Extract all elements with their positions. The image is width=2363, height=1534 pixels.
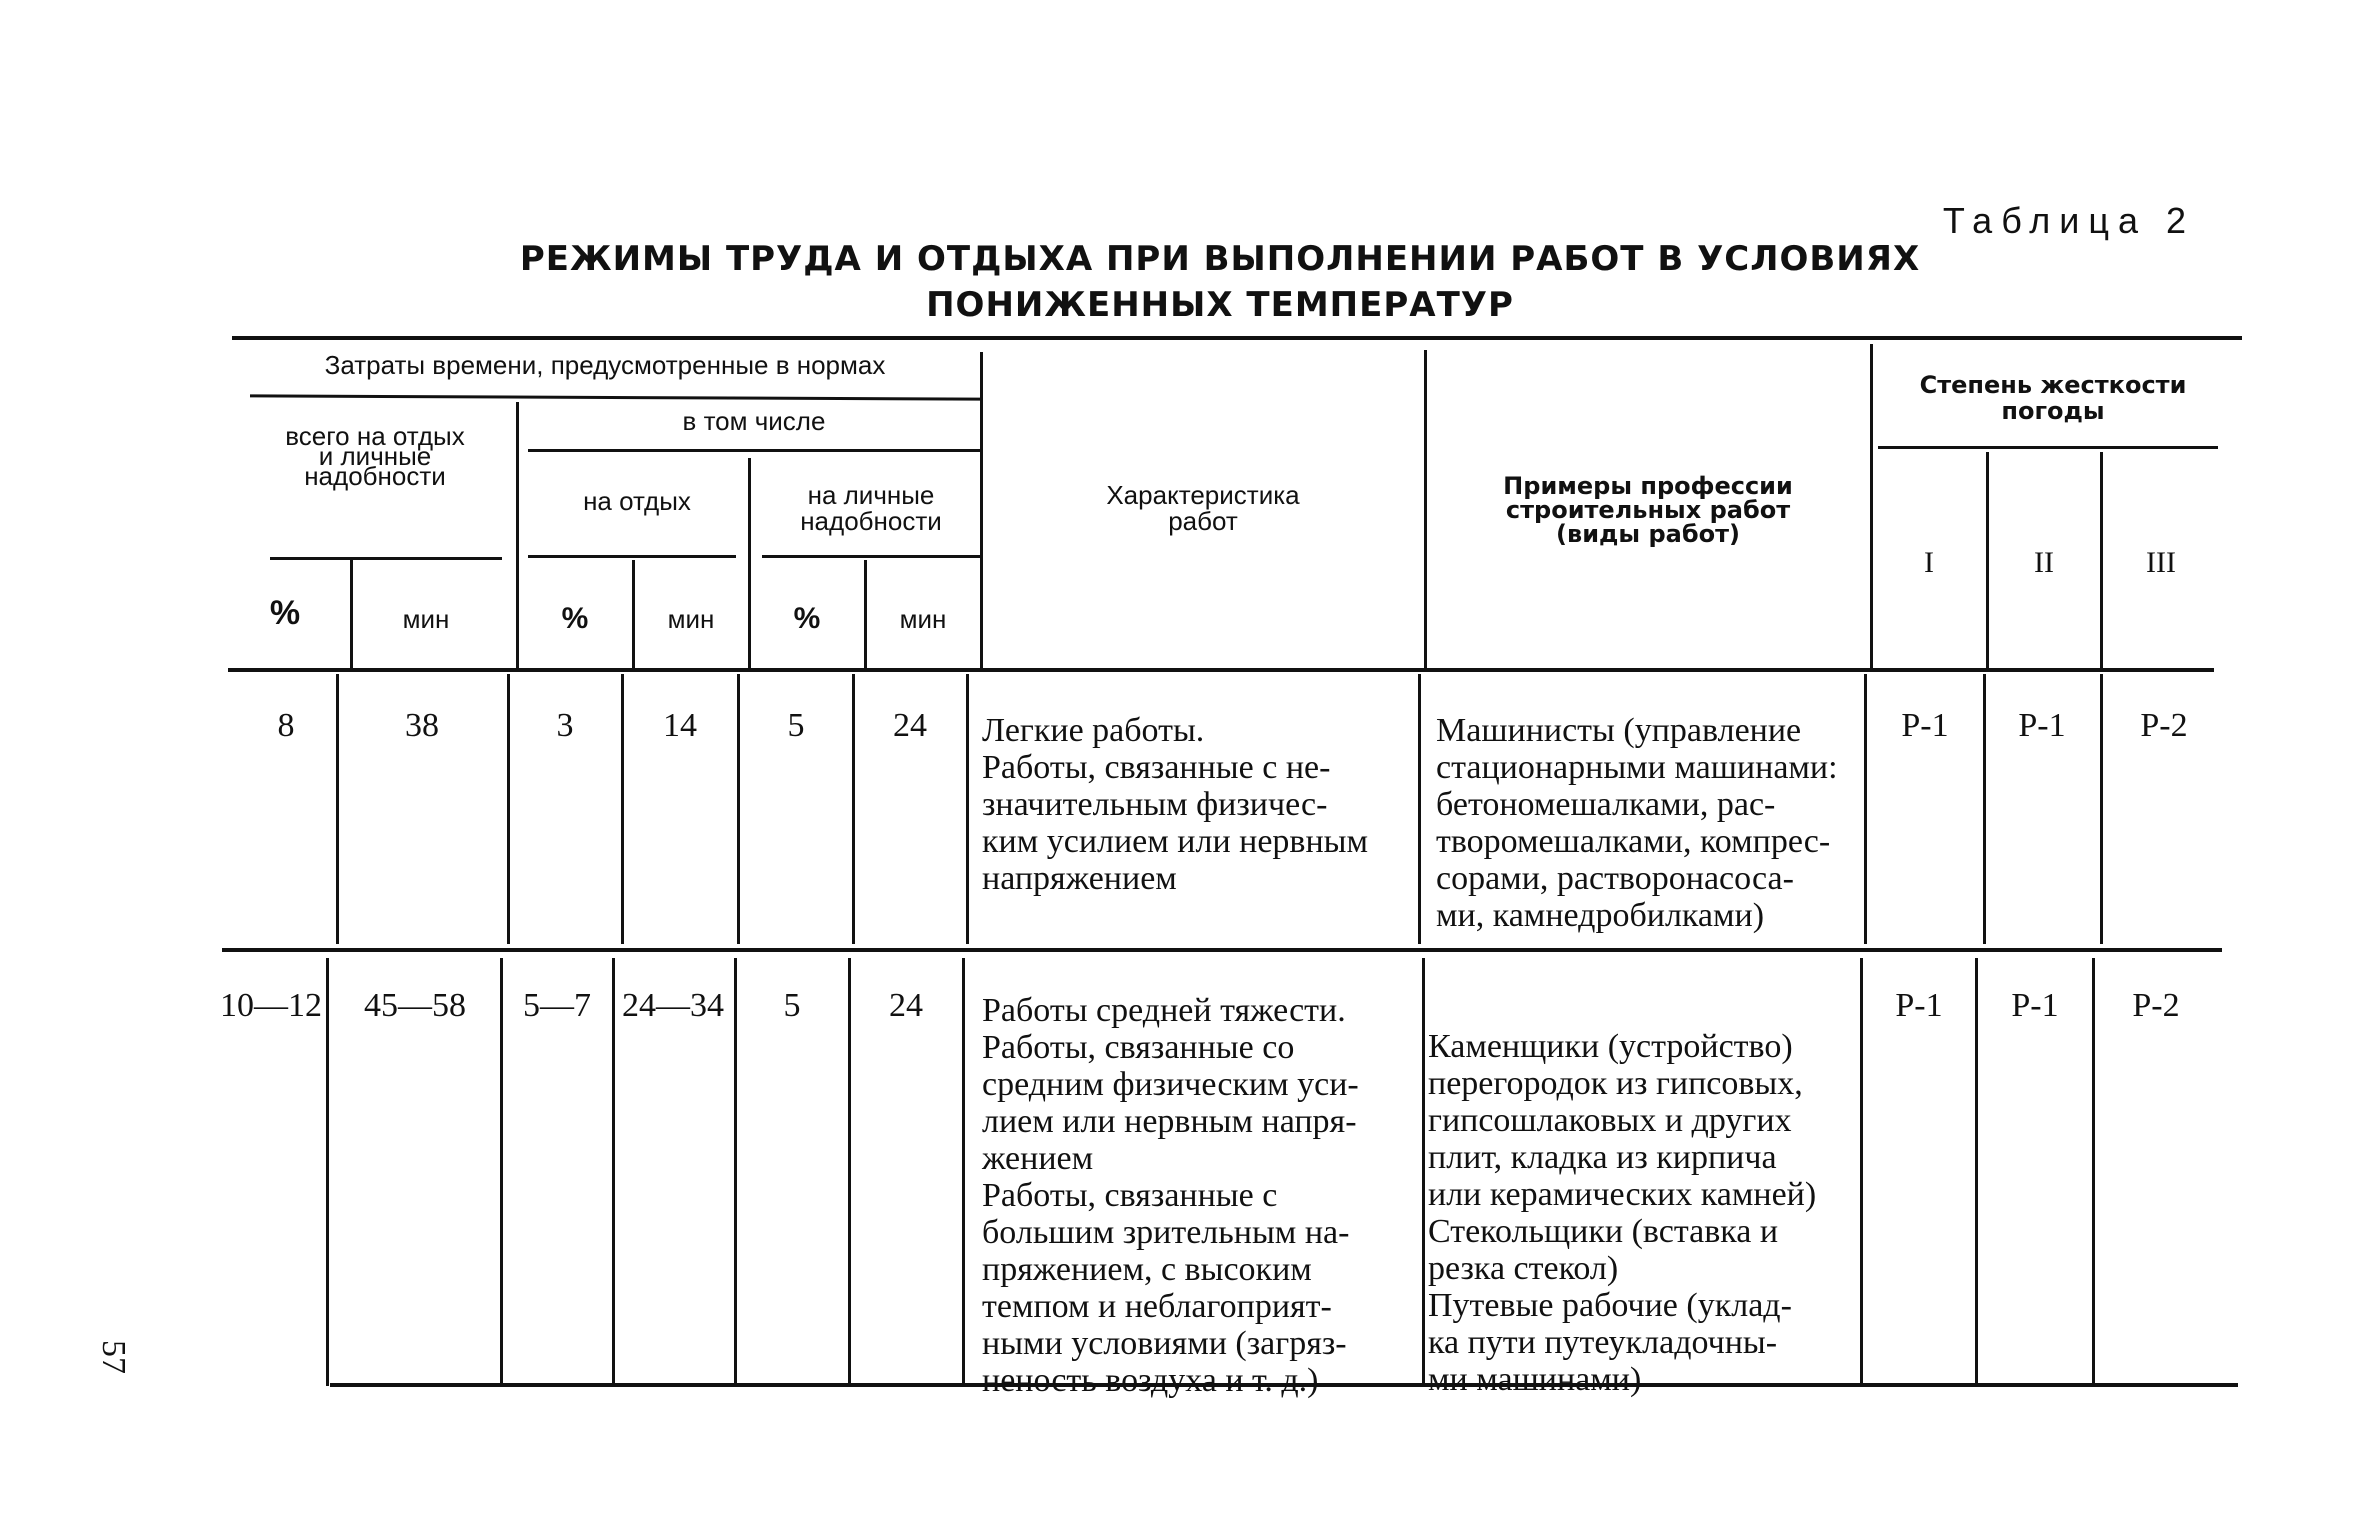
row1-rule-6 [966,674,969,944]
header-min-total: мин [402,604,450,634]
row1-total-pct: 8 [277,707,295,744]
header-weather-severity: Степень жесткости погоды [1919,371,2187,425]
header-percent-needs: % [793,602,821,635]
header-rule-including [528,449,980,452]
row1-total-min: 38 [405,707,439,744]
row2-needs-pct: 5 [783,987,801,1024]
header-min-needs: мин [899,604,947,634]
header-time-costs: Затраты времени, предусмотренные в нормах [324,350,886,380]
header-min-rest: мин [667,604,715,634]
table-top-rule [232,336,2242,340]
header-percent-rest: % [561,602,589,635]
row2-degree-2: Р-1 [2011,987,2059,1024]
page-number: 57 [95,1340,132,1374]
header-degree-3: III [2146,546,2176,579]
row2-rule-10 [2092,958,2095,1384]
row2-rule-8 [1860,958,1863,1384]
row2-examples: Каменщики (устройство) перегородок из гипсовых, гипсошлаковых и других плит, кладка из кирпича или керамических камней) Стекольщики (вставка и резка стекол) Путевые рабочие (уклад- ка пути путеукладочны- ми машинами) [1428,1028,1817,1398]
row2-rest-min: 24—34 [622,987,724,1024]
table-label: Таблица 2 [1942,200,2195,241]
col-rule-4 [748,458,751,668]
row1-needs-min: 24 [893,707,927,744]
row1-degree-3: Р-2 [2140,707,2188,744]
row1-rule-10 [2100,674,2103,944]
header-degree-2: II [2034,546,2054,579]
row1-rule-7 [1418,674,1421,944]
header-rule-total [270,557,502,560]
header-on-rest: на отдых [583,486,691,516]
row1-degree-2: Р-1 [2018,707,2066,744]
header-rule-needs [762,555,980,558]
row-divider-rule [222,948,2222,952]
header-including: в том числе [682,406,826,436]
page-title-line2: ПОНИЖЕННЫХ ТЕМПЕРАТУР [926,285,1514,325]
row2-degree-3: Р-2 [2132,987,2180,1024]
row2-rule-6 [962,958,965,1384]
row1-rule-8 [1864,674,1867,944]
row2-needs-min: 24 [889,987,923,1024]
row2-total-min: 45—58 [364,987,466,1024]
row1-needs-pct: 5 [787,707,805,744]
row2-characteristic: Работы средней тяжести. Работы, связанные со средним физическим уси- лием или нервным напря- жением Работы, связанные с большим зрительным на- пряжением, с высоким темпом и неблагоприят- ными условиями (загряз- неность воздуха и т. д.) [982,992,1359,1399]
header-rule-weather [1878,446,2218,449]
row1-degree-1: Р-1 [1901,707,1949,744]
row1-characteristic: Легкие работы. Работы, связанные с не- значительным физичес- ким усилием или нервным напряжением [982,712,1369,897]
header-profession-examples: Примеры профессии строительных работ (виды работ) [1503,472,1793,548]
header-degree-1: I [1924,546,1934,579]
header-rule-rest [528,555,736,558]
row1-examples: Машинисты (управление стационарными машинами: бетономешалками, рас- творомешалками, компрес- сорами, растворонасоса- ми, камнедробилками) [1436,712,1838,934]
row2-total-pct: 10—12 [220,987,322,1024]
header-rule-time-costs [250,394,980,400]
header-percent-total: % [269,594,301,632]
row2-degree-1: Р-1 [1895,987,1943,1024]
header-total-rest: всего на отдых и личные надобности [285,421,465,491]
header-bottom-rule [228,668,2214,672]
header-personal-needs: на личные надобности [800,480,942,536]
row2-rest-pct: 5—7 [523,987,591,1024]
page-title: РЕЖИМЫ ТРУДА И ОТДЫХА ПРИ ВЫПОЛНЕНИИ РАБОТ В УСЛОВИЯХ [519,239,1921,279]
row2-rule-7 [1422,958,1425,1384]
row1-rest-min: 14 [663,707,697,744]
header-work-characteristic: Характеристика работ [1106,480,1300,536]
row1-rest-pct: 3 [556,707,574,744]
